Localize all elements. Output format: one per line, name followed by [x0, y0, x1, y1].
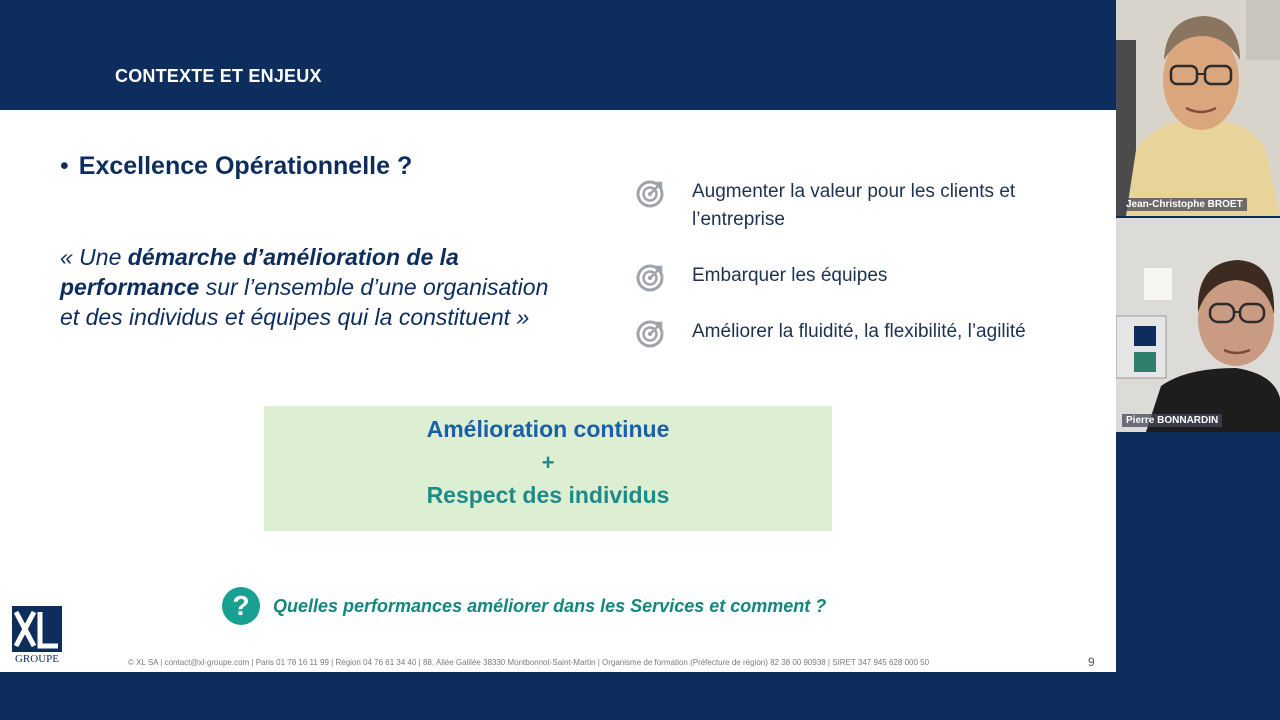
slide-header-band: [0, 0, 1116, 110]
participant-video-tile[interactable]: [1116, 0, 1280, 216]
quote-open: « Une: [60, 244, 128, 270]
logo-subtitle: GROUPE: [14, 653, 59, 665]
xl-groupe-logo: [12, 606, 62, 666]
participant-video-tile[interactable]: [1116, 218, 1280, 432]
bullet-heading: [60, 152, 412, 181]
bullet-dot: •: [60, 152, 69, 180]
quote-emphasis: démarche d’amélioration de la performance: [60, 244, 459, 300]
target-icon: [635, 318, 665, 348]
slide-title: CONTEXTE ET ENJEUX: [115, 66, 322, 86]
quote-rest: sur l’ensemble d’une organisation et des individus et équipes qui la constituent »: [60, 274, 549, 330]
box-line-continuous-improvement: Amélioration continue: [426, 416, 670, 442]
question-callout: [222, 587, 826, 625]
box-line-respect: Respect des individus: [426, 482, 670, 508]
goal-text: Améliorer la fluidité, la flexibilité, l’agilité: [692, 321, 1026, 342]
bullet-text: Excellence Opérationnelle ?: [78, 152, 413, 180]
goal-item: [635, 262, 1092, 292]
participant-name: Jean-Christophe BROET: [1122, 198, 1247, 211]
goal-item: [635, 178, 1092, 234]
xl-logo-mark: [12, 606, 62, 652]
target-icon: [635, 178, 665, 208]
question-icon: ?: [222, 587, 260, 625]
goal-text: Embarquer les équipes: [692, 265, 888, 286]
goal-text: Augmenter la valeur pour les clients et l’entreprise: [692, 181, 1016, 230]
box-plus-sign: +: [541, 450, 555, 475]
key-message-box: [264, 406, 832, 531]
question-text: Quelles performances améliorer dans les Services et comment ?: [273, 595, 827, 616]
goal-item: [635, 318, 1092, 348]
participant-avatar: [1116, 218, 1280, 432]
page-number: 9: [1088, 655, 1095, 669]
participant-name: Pierre BONNARDIN: [1122, 414, 1222, 427]
slide-footer: © XL SA | contact@xl-groupe.com | Paris 01 78 16 11 99 | Région 04 76 61 34 40 | 88, Allée Galilée 38330 Montbonnot-Saint-Martin | Organisme de formation (Préfecture de région) 82 38 00 90938 | SIRET 347 945 628 000 50: [128, 658, 930, 667]
definition-quote: [60, 242, 570, 332]
participant-avatar: [1116, 0, 1280, 216]
target-icon: [635, 262, 665, 292]
